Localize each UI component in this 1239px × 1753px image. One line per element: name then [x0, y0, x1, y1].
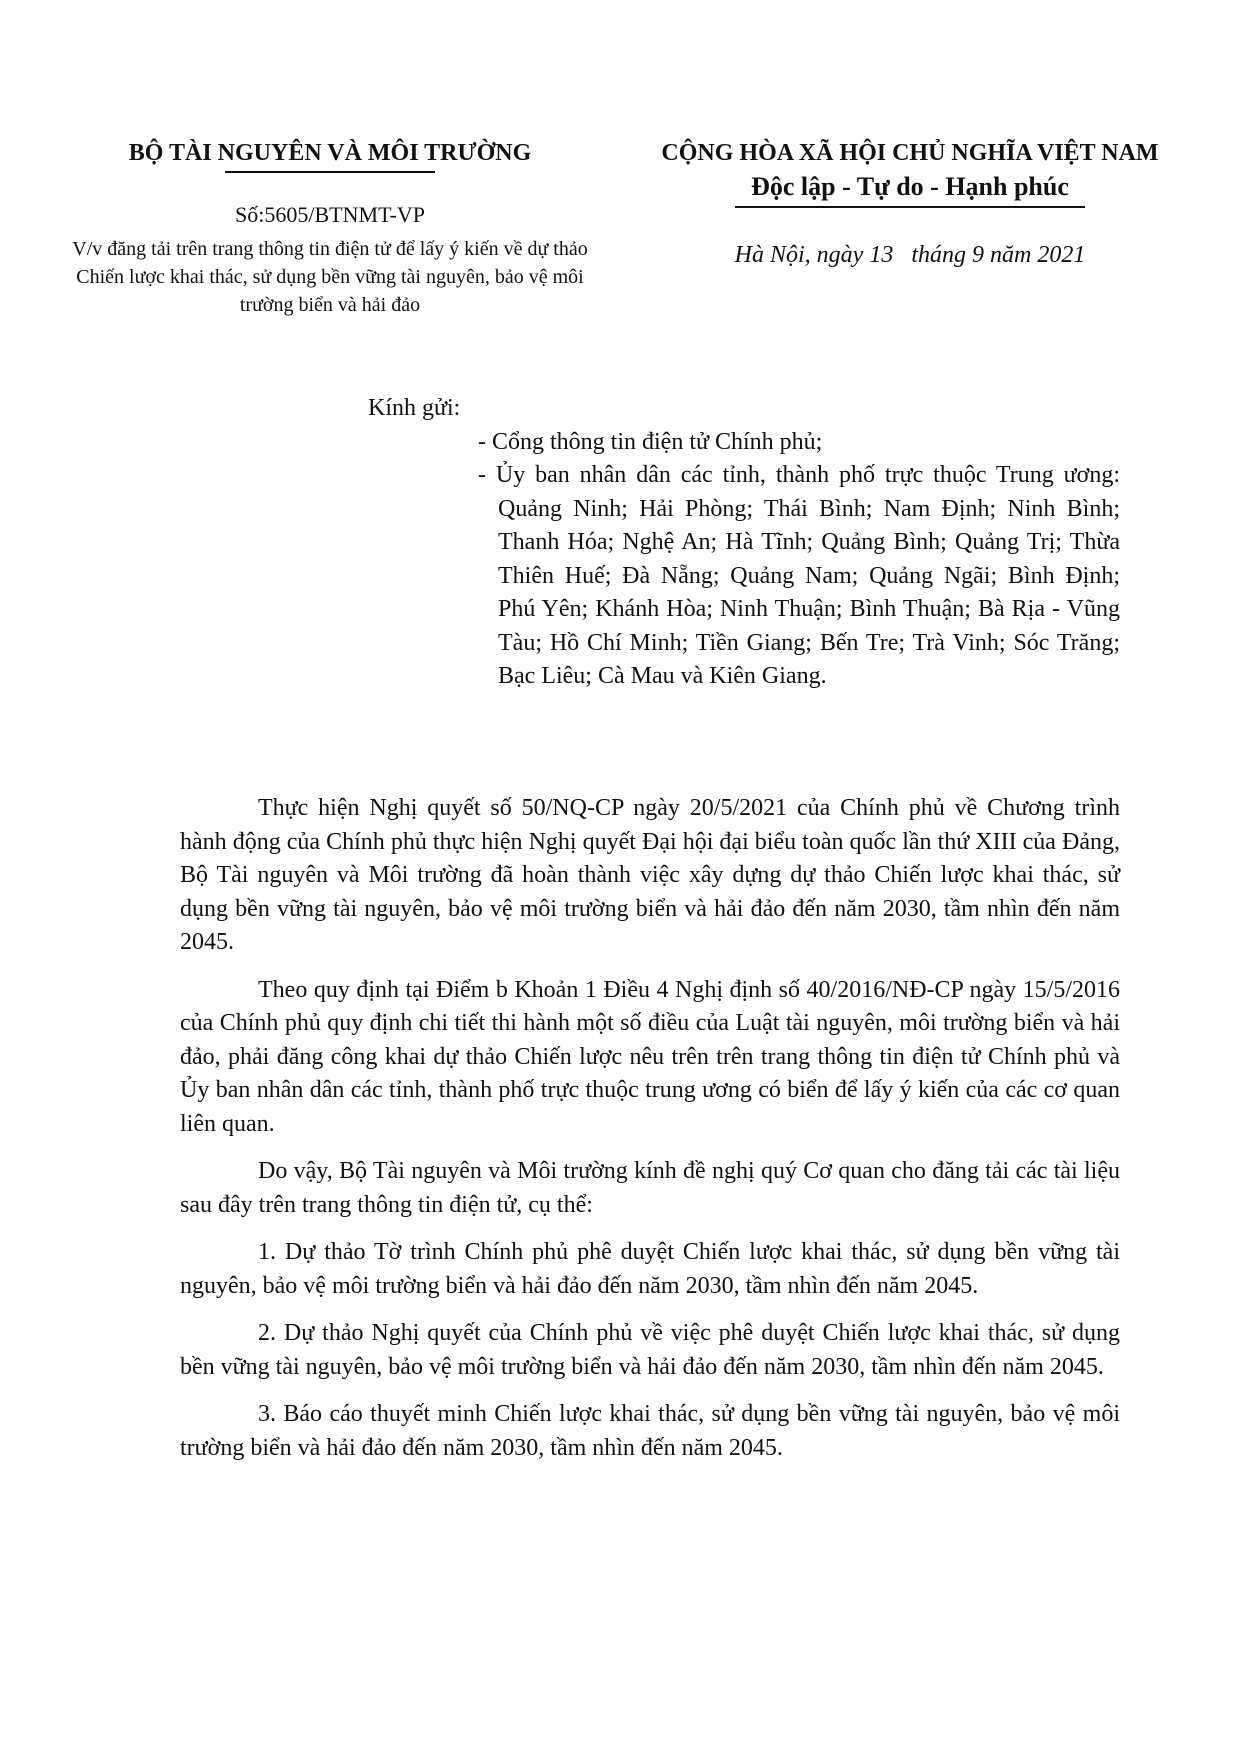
issuer-block [60, 138, 600, 319]
national-title: CỘNG HÒA XÃ HỘI CHỦ NGHĨA VIỆT NAM [661, 140, 1159, 166]
body-paragraph: Theo quy định tại Điểm b Khoản 1 Điều 4 Nghị định số 40/2016/NĐ-CP ngày 15/5/2016 của Chính phủ quy định chi tiết thi hành một số điều của Luật tài nguyên, môi trường biển và hải đảo, phải đăng công khai dự thảo Chiến lược nêu trên trên trang thông tin điện tử Chính phủ và Ủy ban nhân dân các tỉnh, thành phố trực thuộc trung ương có biển để lấy ý kiến của các cơ quan liên quan. [180, 976, 1120, 1137]
letter-body [180, 792, 1120, 1479]
body-paragraph: Do vậy, Bộ Tài nguyên và Môi trường kính đề nghị quý Cơ quan cho đăng tải các tài liệu sau đây trên trang thông tin điện tử, cụ thể: [180, 1158, 1120, 1218]
place-and-date: Hà Nội, ngày 13 tháng 9 năm 2021 [734, 242, 1086, 268]
national-motto: Độc lập - Tự do - Hạnh phúc [751, 172, 1069, 201]
body-paragraph: Thực hiện Nghị quyết số 50/NQ-CP ngày 20/5/2021 của Chính phủ về Chương trình hành động của Chính phủ thực hiện Nghị quyết Đại hội đại biểu toàn quốc lần thứ XIII của Đảng, Bộ Tài nguyên và Môi trường đã hoàn thành việc xây dựng dự thảo Chiến lược khai thác, sử dụng bền vững tài nguyên, bảo vệ môi trường biển và hải đảo đến năm 2030, tầm nhìn đến năm 2045. [180, 795, 1120, 955]
document-subject: V/v đăng tải trên trang thông tin điện tử để lấy ý kiến về dự thảo Chiến lược khai thác, sử dụng bền vững tài nguyên, bảo vệ môi trường biển và hải đảo [72, 238, 588, 316]
recipients-block [368, 392, 1120, 694]
motto-underline [735, 206, 1085, 208]
recipient-item: - Ủy ban nhân dân các tỉnh, thành phố trực thuộc Trung ương: Quảng Ninh; Hải Phòng; Thái Bình; Nam Định; Ninh Bình; Thanh Hóa; Nghệ An; Hà Tĩnh; Quảng Bình; Quảng Trị; Thừa Thiên Huế; Đà Nẵng; Quảng Nam; Quảng Ngãi; Bình Định; Phú Yên; Khánh Hòa; Ninh Thuận; Bình Thuận; Bà Rịa - Vũng Tàu; Hồ Chí Minh; Tiền Giang; Bến Tre; Trà Vinh; Sóc Trăng; Bạc Liêu; Cà Mau và Kiên Giang. [478, 462, 1120, 689]
body-paragraph: 1. Dự thảo Tờ trình Chính phủ phê duyệt Chiến lược khai thác, sử dụng bền vững tài nguyên, bảo vệ môi trường biển và hải đảo đến năm 2030, tầm nhìn đến năm 2045. [180, 1239, 1120, 1299]
document-number: Số:5605/BTNMT-VP [235, 202, 425, 227]
issuing-organization: BỘ TÀI NGUYÊN VÀ MÔI TRƯỜNG [128, 140, 532, 166]
recipients-label: Kính gửi: [368, 395, 461, 421]
national-header-block [620, 138, 1200, 270]
body-paragraph: 2. Dự thảo Nghị quyết của Chính phủ về việc phê duyệt Chiến lược khai thác, sử dụng bền vững tài nguyên, bảo vệ môi trường biển và hải đảo đến năm 2030, tầm nhìn đến năm 2045. [180, 1320, 1120, 1380]
body-paragraph: 3. Báo cáo thuyết minh Chiến lược khai thác, sử dụng bền vững tài nguyên, bảo vệ môi trường biển và hải đảo đến năm 2030, tầm nhìn đến năm 2045. [180, 1401, 1120, 1461]
organization-underline [225, 171, 435, 173]
recipient-item: - Cổng thông tin điện tử Chính phủ; [478, 428, 823, 455]
